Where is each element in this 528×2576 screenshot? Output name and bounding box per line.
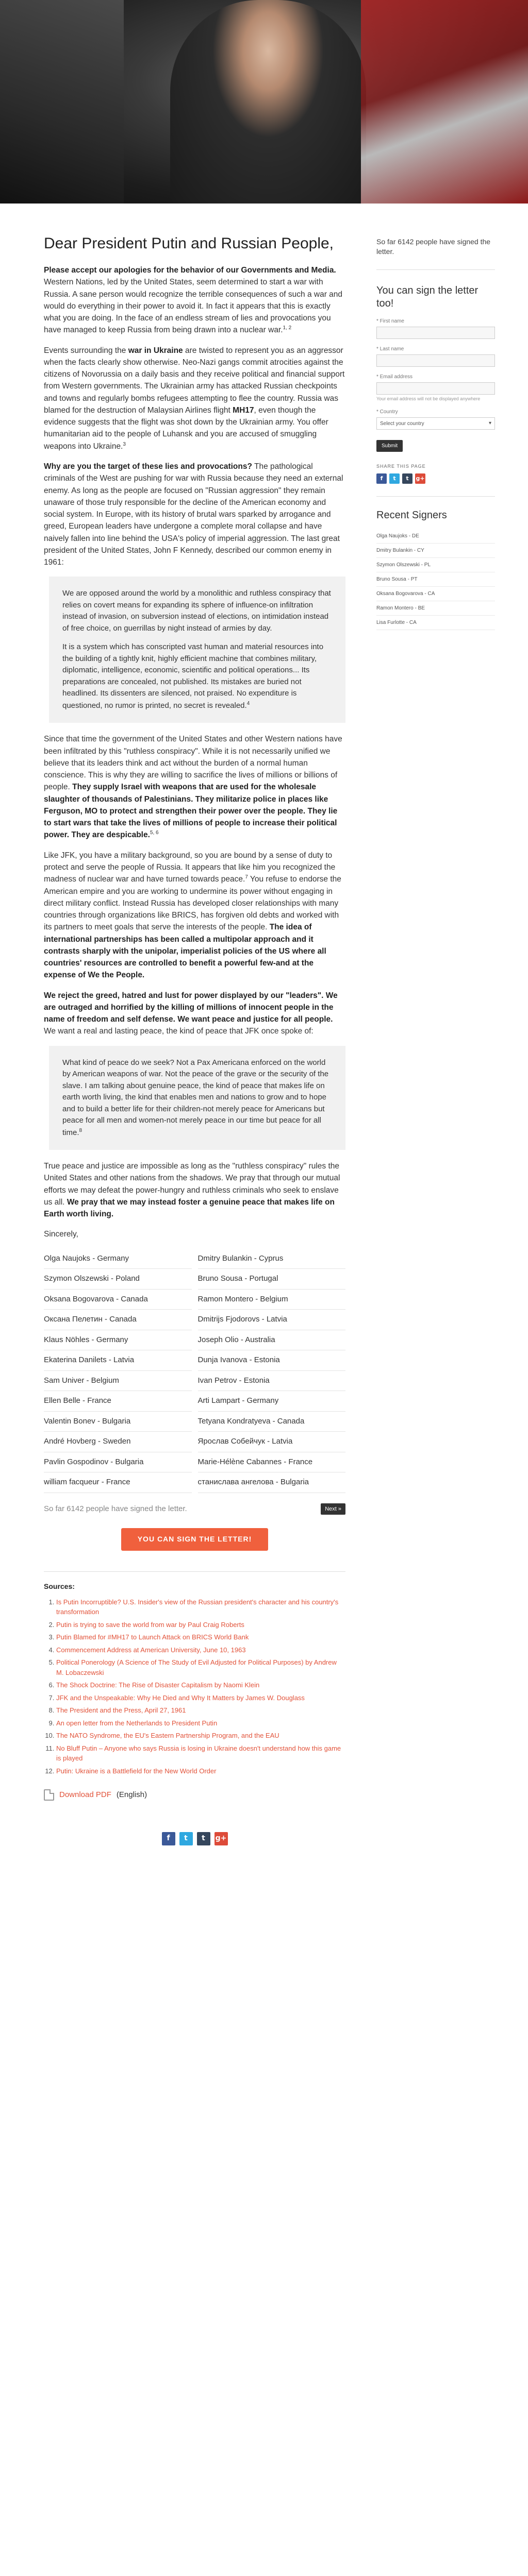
footnote-ref[interactable]: 4 xyxy=(246,700,250,706)
signers-pagination xyxy=(44,1503,345,1515)
next-page-button[interactable]: Next » xyxy=(321,1503,345,1515)
sign-form-heading: You can sign the letter too! xyxy=(376,284,478,309)
source-item xyxy=(56,1680,345,1690)
signer-item: станислава ангелова - Bulgaria xyxy=(198,1472,346,1493)
signer-item: Ivan Petrov - Estonia xyxy=(198,1371,346,1392)
download-pdf-language: (English) xyxy=(116,1790,147,1800)
source-link[interactable]: JFK and the Unspeakable: Why He Died and Why It Matters by James W. Douglass xyxy=(56,1693,305,1702)
source-item xyxy=(56,1743,345,1764)
source-item xyxy=(56,1657,345,1677)
last-name-field xyxy=(376,345,495,367)
paragraph-1: Please accept our apologies for the behavior of our Governments and Media. Western Nations, led by the United States, seem determined to start a war with Russia. A sane person would recognize the terrible consequences of such a war and would do everything in their power to avoid it. In fact it appears that this is exactly what you are doing. In the face of an endless stream of lies and provocations you have managed to keep Russia from being drawn into a nuclear war.$^{1, 2}$ xyxy=(44,266,343,335)
google-plus-icon[interactable]: g+ xyxy=(214,1832,228,1845)
signer-item: Bruno Sousa - Portugal xyxy=(198,1269,346,1290)
footnote-ref[interactable]: 3 xyxy=(123,441,126,447)
last-name-label: * Last name xyxy=(376,346,404,352)
signer-item: Ellen Belle - France xyxy=(44,1391,192,1412)
hero-flag xyxy=(361,0,528,204)
sources-section xyxy=(44,1571,345,1776)
share-label: SHARE THIS PAGE xyxy=(376,464,426,469)
twitter-icon[interactable]: t xyxy=(179,1832,193,1845)
paragraph-4: Since that time the government of the United States and other Western nations have been infiltrated by this "ruthless conspiracy". While it is not necessarily unified we believe that its leaders think and act without the burden of a normal human conscience. This is why they are willing to sacrifice the lives of millions or billions of people. They supply Israel with weapons that are used for the wholesale slaughter of thousands of Palestinians. They militarize police in places like Ferguson, MO to protect and strengthen their power over the people. They lie to start wars that take the lives of millions of people to increase their political power. They are despicable.$^{5, 6}$ xyxy=(44,735,342,840)
signer-item: Valentin Bonev - Bulgaria xyxy=(44,1412,192,1432)
email-hint: Your email address will not be displayed anywhere xyxy=(376,396,481,401)
signer-item: Dmitry Bulankin - Cyprus xyxy=(198,1249,346,1269)
signer-item: Tetyana Kondratyeva - Canada xyxy=(198,1412,346,1432)
quote-jfk-1961: We are opposed around the world by a monolithic and ruthless conspiracy that relies on covert means for expanding its sphere of influence-on infiltration instead of invasion, on subversion instead of elections, on intimidation instead of free choice, on guerrillas by night instead of armies by day. It is a system which has conscripted vast human and material resources into the building of a tightly knit, highly efficient machine that combines military, diplomatic, intelligence, economic, scientific and political operations... Its preparations are concealed, not published. Its mistakes are buried not headlined. Its dissenters are silenced, not praised. No expenditure is questioned, no rumor is printed, no secret is revealed.$^4$ xyxy=(49,577,345,723)
source-item xyxy=(56,1620,345,1630)
source-item xyxy=(56,1766,345,1776)
recent-signer-item: Olga Naujoks - DE xyxy=(376,529,495,544)
source-link[interactable]: Putin is trying to save the world from war by Paul Craig Roberts xyxy=(56,1620,244,1629)
recent-signer-item: Dmitry Bulankin - CY xyxy=(376,544,495,558)
recent-signers-list xyxy=(376,529,495,630)
recent-signer-item: Oksana Bogovarova - CA xyxy=(376,587,495,601)
sources-list xyxy=(44,1597,345,1776)
recent-signer-item: Bruno Sousa - PT xyxy=(376,572,495,587)
page-title: Dear President Putin and Russian People, xyxy=(44,235,334,252)
paragraph-2: Events surrounding the war in Ukraine are twisted to represent you as an aggressor when the facts clearly show otherwise. Neo-Nazi gangs commit atrocities against the citizens of Novorussia on a daily basis and they receive political and financial support from Western governments. The Ukrainian army has attacked Russian checkpoints and towns and regularly bombs refugees attempting to flee the country. Russia was blamed for the destruction of Malaysian Airlines flight MH17, even though the evidence suggests that the flight was shot down by the Ukrainian army. You offer humanitarian aid to the people of Luhansk and you are accused of smuggling weapons into Ukraine.$^3$ xyxy=(44,346,345,451)
sincerely: Sincerely, xyxy=(44,1230,78,1239)
footnote-ref[interactable]: 8 xyxy=(79,1127,82,1133)
sidebar-signers-count: So far 6142 people have signed the letter. xyxy=(376,237,495,270)
sign-letter-button[interactable]: YOU CAN SIGN THE LETTER! xyxy=(121,1528,268,1551)
signer-item: Szymon Olszewski - Poland xyxy=(44,1269,192,1290)
country-select[interactable]: Select your country ▾ xyxy=(376,417,495,430)
footnote-ref[interactable]: 7 xyxy=(245,874,248,880)
signer-item: Marie-Hélène Cabannes - France xyxy=(198,1452,346,1473)
submit-button[interactable]: Submit xyxy=(376,440,403,452)
source-item xyxy=(56,1718,345,1728)
signer-item: Oksana Bogovarova - Canada xyxy=(44,1290,192,1310)
signer-item: william facqueur - France xyxy=(44,1472,192,1493)
signer-item: Olga Naujoks - Germany xyxy=(44,1249,192,1269)
recent-signers-title: Recent Signers xyxy=(376,509,447,521)
source-link[interactable]: The NATO Syndrome, the EU's Eastern Partnership Program, and the EAU xyxy=(56,1732,279,1740)
first-name-input[interactable] xyxy=(376,327,495,339)
sidebar xyxy=(376,204,495,630)
source-item xyxy=(56,1731,345,1741)
signer-item: Pavlin Gospodinov - Bulgaria xyxy=(44,1452,192,1473)
signers-table xyxy=(44,1249,345,1493)
sidebar-share-bar xyxy=(376,473,495,484)
source-link[interactable]: The President and the Press, April 27, 1961 xyxy=(56,1706,186,1715)
pdf-icon xyxy=(44,1789,54,1801)
paragraph-7: True peace and justice are impossible as long as the "ruthless conspiracy" rules the United States and other nations from the shadows. We pray that through our mutual efforts we may defeat the power-hungry and ruthless criminals who seek to enslave us all. We pray that we may instead foster a genuine peace that makes life on Earth worth living. xyxy=(44,1162,340,1219)
signer-item: Klaus Nöhles - Germany xyxy=(44,1330,192,1351)
tumblr-icon[interactable]: t xyxy=(402,473,412,484)
hero-background xyxy=(0,0,124,204)
email-label: * Email address xyxy=(376,374,413,380)
tumblr-icon[interactable]: t xyxy=(197,1832,210,1845)
last-name-input[interactable] xyxy=(376,354,495,367)
signer-item: Ekaterina Danilets - Latvia xyxy=(44,1350,192,1371)
source-link[interactable]: Putin: Ukraine is a Battlefield for the New World Order xyxy=(56,1767,217,1775)
email-field xyxy=(376,373,495,402)
paragraph-5: Like JFK, you have a military background, so you are bound by a sense of duty to protect and serve the people of Russia. It appears that like him you recognized the madness of nuclear war and have turned towards peace.$^7$ You refuse to endorse the American empire and you are working to undermine its power without engaging in direct military conflict. Instead Russia has developed closer relationships with many countries through organizations like BRICS, has forgiven old debts and worked with its partners to meet goals that serve the interests of the people. The idea of international partnerships has been called a multipolar approach and it contrasts sharply with the unipolar, imperialist policies of the US where all countries' resources are controlled to benefit a powerful few-and at the expense of We the People. xyxy=(44,851,341,980)
signer-item: Sam Univer - Belgium xyxy=(44,1371,192,1392)
signer-item: Ramon Montero - Belgium xyxy=(198,1290,346,1310)
country-label: * Country xyxy=(376,409,398,415)
email-input[interactable] xyxy=(376,382,495,395)
source-item xyxy=(56,1597,345,1617)
twitter-icon[interactable]: t xyxy=(389,473,400,484)
signer-item: Joseph Olio - Australia xyxy=(198,1330,346,1351)
facebook-icon[interactable]: f xyxy=(162,1832,175,1845)
paragraph-3: Why are you the target of these lies and provocations? The pathological criminals of the West are pushing for war with Russia because they need an external enemy. As long as the people are focused on "Russian aggression" they remain unaware of those truly responsible for the decline of the American economy and social system. In Europe, with its history of brutal wars sparked by arrogance and greed, European leaders have undergone a complete moral collapse and have naively fallen into line behind the USA's policy of imperial aggression. The last great president of the United States, John F Kennedy, described our common enemy in 1961: xyxy=(44,462,343,567)
hero-portrait xyxy=(170,0,366,204)
recent-signers xyxy=(376,496,495,630)
hero-image xyxy=(0,0,528,204)
facebook-icon[interactable]: f xyxy=(376,473,387,484)
google-plus-icon[interactable]: g+ xyxy=(415,473,425,484)
source-item xyxy=(56,1705,345,1716)
signer-item: Оксана Пелетин - Canada xyxy=(44,1310,192,1330)
recent-signer-item: Lisa Furlotte - CA xyxy=(376,616,495,630)
signers-count: So far 6142 people have signed the letter. xyxy=(44,1504,187,1513)
footnote-ref[interactable]: 1, 2 xyxy=(283,325,292,331)
first-name-field xyxy=(376,317,495,339)
footnote-ref[interactable]: 5, 6 xyxy=(150,830,159,836)
signer-item: André Hovberg - Sweden xyxy=(44,1432,192,1452)
signer-item: Ярослав Собейчук - Latvia xyxy=(198,1432,346,1452)
source-link[interactable]: The Shock Doctrine: The Rise of Disaster Capitalism by Naomi Klein xyxy=(56,1681,260,1689)
source-item xyxy=(56,1632,345,1642)
recent-signer-item: Szymon Olszewski - PL xyxy=(376,558,495,572)
source-link[interactable]: Is Putin Incorruptible? U.S. Insider's view of the Russian president's character and his country's transformation xyxy=(56,1598,339,1616)
source-item xyxy=(56,1693,345,1703)
source-link[interactable]: An open letter from the Netherlands to President Putin xyxy=(56,1719,218,1727)
source-link[interactable]: No Bluff Putin – Anyone who says Russia is losing in Ukraine doesn't understand how this game is played xyxy=(56,1744,341,1762)
quote-jfk-peace: What kind of peace do we seek? Not a Pax Americana enforced on the world by American weapons of war. Not the peace of the grave or the security of the slave. I am talking about genuine peace, the kind of peace that makes life on earth worth living, the kind that enables men and nations to grow and to hope and to build a better life for their children-not merely peace for Americans but peace for all men and women-not merely peace in our time but peace for all time.$^8$ xyxy=(49,1046,345,1150)
country-field xyxy=(376,408,495,430)
source-link[interactable]: Political Ponerology (A Science of The Study of Evil Adjusted for Political Purposes) by Andrew M. Lobaczewski xyxy=(56,1658,337,1676)
download-pdf[interactable] xyxy=(44,1789,345,1801)
bottom-share-bar xyxy=(44,1832,345,1845)
source-link[interactable]: Commencement Address at American University, June 10, 1963 xyxy=(56,1646,246,1654)
first-name-label: * First name xyxy=(376,318,404,324)
download-pdf-link[interactable]: Download PDF xyxy=(59,1790,111,1800)
signer-item: Dunja Ivanova - Estonia xyxy=(198,1350,346,1371)
sources-title: Sources: xyxy=(44,1582,75,1590)
source-link[interactable]: Putin Blamed for #MH17 to Launch Attack on BRICS World Bank xyxy=(56,1633,249,1641)
paragraph-6: We reject the greed, hatred and lust for power displayed by our "leaders". We are outraged and horrified by the killing of millions of innocent people in the name of freedom and self defense. We want peace and justice for all people. We want a real and lasting peace, the kind of peace that JFK once spoke of: xyxy=(44,991,338,1036)
recent-signer-item: Ramon Montero - BE xyxy=(376,601,495,616)
letter-body xyxy=(44,204,345,1845)
signer-item: Dmitrijs Fjodorovs - Latvia xyxy=(198,1310,346,1330)
source-item xyxy=(56,1645,345,1655)
signer-item: Arti Lampart - Germany xyxy=(198,1391,346,1412)
